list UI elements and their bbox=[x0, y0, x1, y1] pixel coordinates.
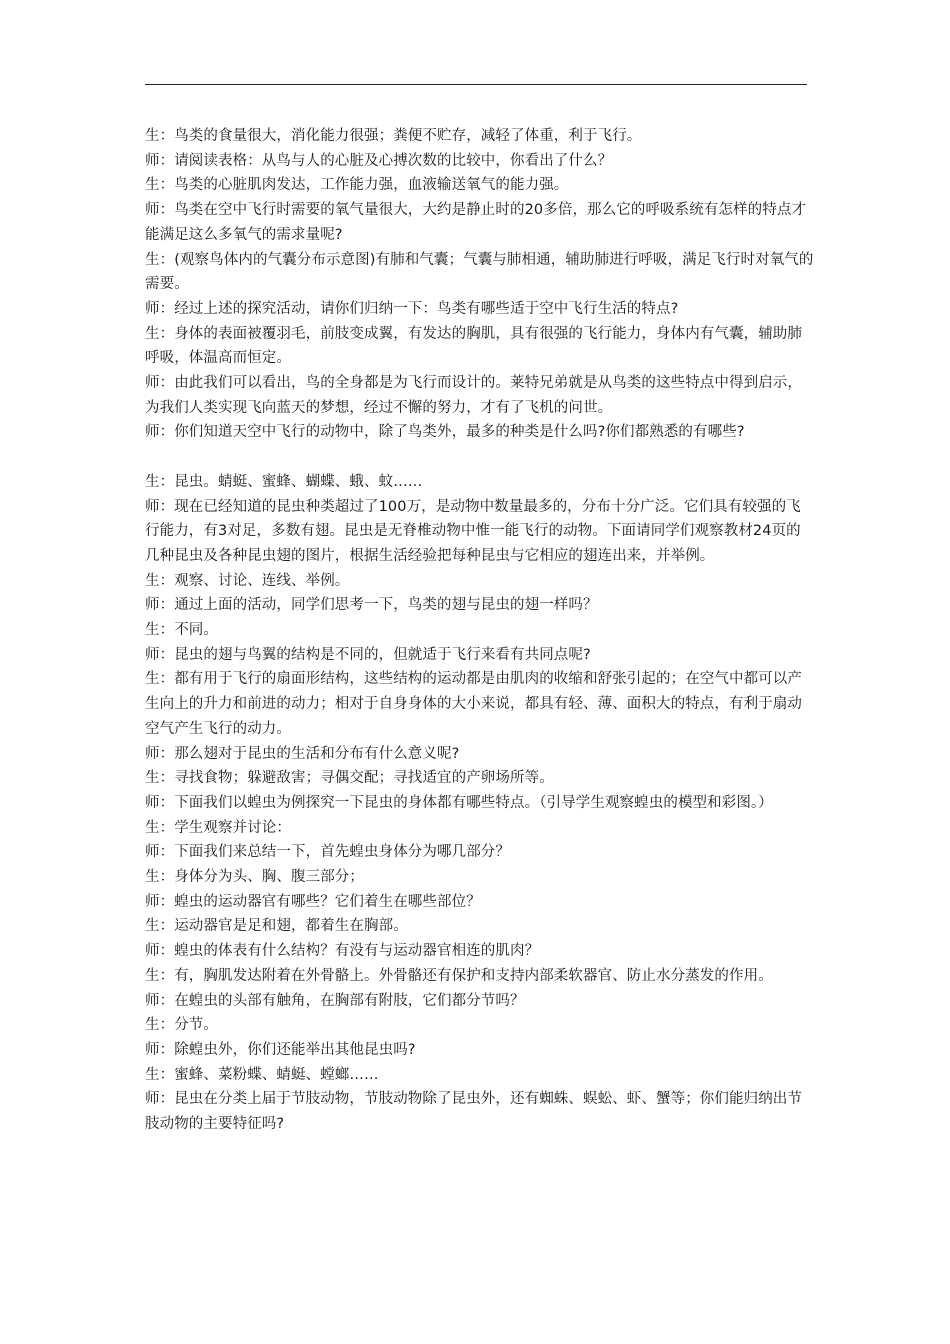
paragraph: 生：学生观察并讨论： bbox=[145, 819, 291, 836]
paragraph: 师：那么翅对于昆虫的生活和分布有什么意义呢? bbox=[145, 745, 460, 762]
paragraph: 师：下面我们来总结一下，首先蝗虫身体分为哪几部分？ bbox=[145, 844, 510, 861]
paragraph-gap bbox=[145, 445, 815, 470]
paragraph: 师：由此我们可以看出，鸟的全身都是为飞行而设计的。莱特兄弟就是从鸟类的这些特点中得到启示，为我们人类实现飞向蓝天的梦想，经过不懈的努力，才有了飞机的问世。 bbox=[145, 375, 802, 416]
document-body bbox=[145, 124, 815, 1137]
paragraph: 生：都有用于飞行的扇面形结构，这些结构的运动都是由肌肉的收缩和舒张引起的；在空气中都可以产生向上的升力和前进的动力；相对于自身身体的大小来说，都具有轻、薄、面积大的特点，有利于扇动空气产生飞行的动力。 bbox=[145, 671, 802, 737]
paragraph: 师：你们知道天空中飞行的动物中，除了鸟类外，最多的种类是什么吗?你们都熟悉的有哪些? bbox=[145, 424, 745, 441]
paragraph: 生：(观察鸟体内的气囊分布示意图)有肺和气囊；气囊与肺相通，辅助肺进行呼吸，满足飞行时对氧气的需要。 bbox=[145, 251, 814, 293]
paragraph: 师：鸟类在空中飞行时需要的氧气量很大，大约是静止时的20多倍，那么它的呼吸系统有怎样的特点才能满足这么多氧气的需求量呢? bbox=[145, 202, 807, 243]
paragraph: 生：寻找食物；躲避敌害；寻偶交配；寻找适宜的产卵场所等。 bbox=[145, 770, 554, 787]
paragraph: 师：经过上述的探究活动，请你们归纳一下：鸟类有哪些适于空中飞行生活的特点? bbox=[145, 300, 679, 317]
paragraph: 生：有，胸肌发达附着在外骨骼上。外骨骼还有保护和支持内部柔软器官、防止水分蒸发的作用。 bbox=[145, 967, 773, 984]
paragraph: 师：蝗虫的运动器官有哪些？它们着生在哪些部位？ bbox=[145, 893, 481, 910]
paragraph: 生：运动器官是足和翅，都着生在胸部。 bbox=[145, 918, 408, 935]
paragraph: 生：身体的表面被覆羽毛，前肢变成翼，有发达的胸肌，具有很强的飞行能力，身体内有气囊，辅助肺呼吸，体温高而恒定。 bbox=[145, 325, 802, 367]
paragraph: 师：现在已经知道的昆虫种类超过了100万，是动物中数量最多的，分布十分广泛。它们具有较强的飞行能力，有3对足，多数有翅。昆虫是无脊椎动物中惟一能飞行的动物。下面请同学们观察教材24页的几种昆虫及各种昆虫翅的图片，根据生活经验把每种昆虫与它相应的翅连出来，并举例。 bbox=[145, 498, 801, 564]
paragraph: 师：昆虫的翅与鸟翼的结构是不同的，但就适于飞行来看有共同点呢? bbox=[145, 646, 591, 663]
paragraph: 师：蝗虫的体表有什么结构？有没有与运动器官相连的肌肉？ bbox=[145, 943, 540, 960]
paragraph: 生：身体分为头、胸、腹三部分； bbox=[145, 869, 364, 886]
paragraph: 生：蜜蜂、菜粉蝶、蜻蜓、螳螂…… bbox=[145, 1066, 379, 1083]
paragraph: 生：不同。 bbox=[145, 622, 218, 639]
paragraph: 师：昆虫在分类上届于节肢动物，节肢动物除了昆虫外，还有蜘蛛、蜈蚣、虾、蟹等；你们能归纳出节肢动物的主要特征吗? bbox=[145, 1091, 802, 1133]
paragraph: 生：观察、讨论、连线、举例。 bbox=[145, 572, 350, 589]
paragraph: 生：昆虫。蜻蜓、蜜蜂、蝴蝶、蛾、蚊…… bbox=[145, 473, 423, 490]
paragraph: 师：下面我们以蝗虫为例探究一下昆虫的身体都有哪些特点。（引导学生观察蝗虫的模型和彩图。） bbox=[145, 794, 773, 811]
paragraph: 师：通过上面的活动，同学们思考一下，鸟类的翅与昆虫的翅一样吗？ bbox=[145, 597, 598, 614]
header-rule bbox=[145, 84, 807, 85]
paragraph: 师：请阅读表格：从鸟与人的心脏及心搏次数的比较中，你看出了什么？ bbox=[145, 152, 613, 169]
paragraph: 生：分节。 bbox=[145, 1017, 218, 1034]
paragraph: 师：除蝗虫外，你们还能举出其他昆虫吗? bbox=[145, 1042, 416, 1058]
paragraph: 生：鸟类的心脏肌肉发达，工作能力强，血液输送氧气的能力强。 bbox=[145, 177, 569, 194]
paragraph: 生：鸟类的食量很大，消化能力很强；粪便不贮存，减轻了体重，利于飞行。 bbox=[145, 128, 642, 144]
paragraph: 师：在蝗虫的头部有触角，在胸部有附肢，它们都分节吗？ bbox=[145, 992, 525, 1009]
